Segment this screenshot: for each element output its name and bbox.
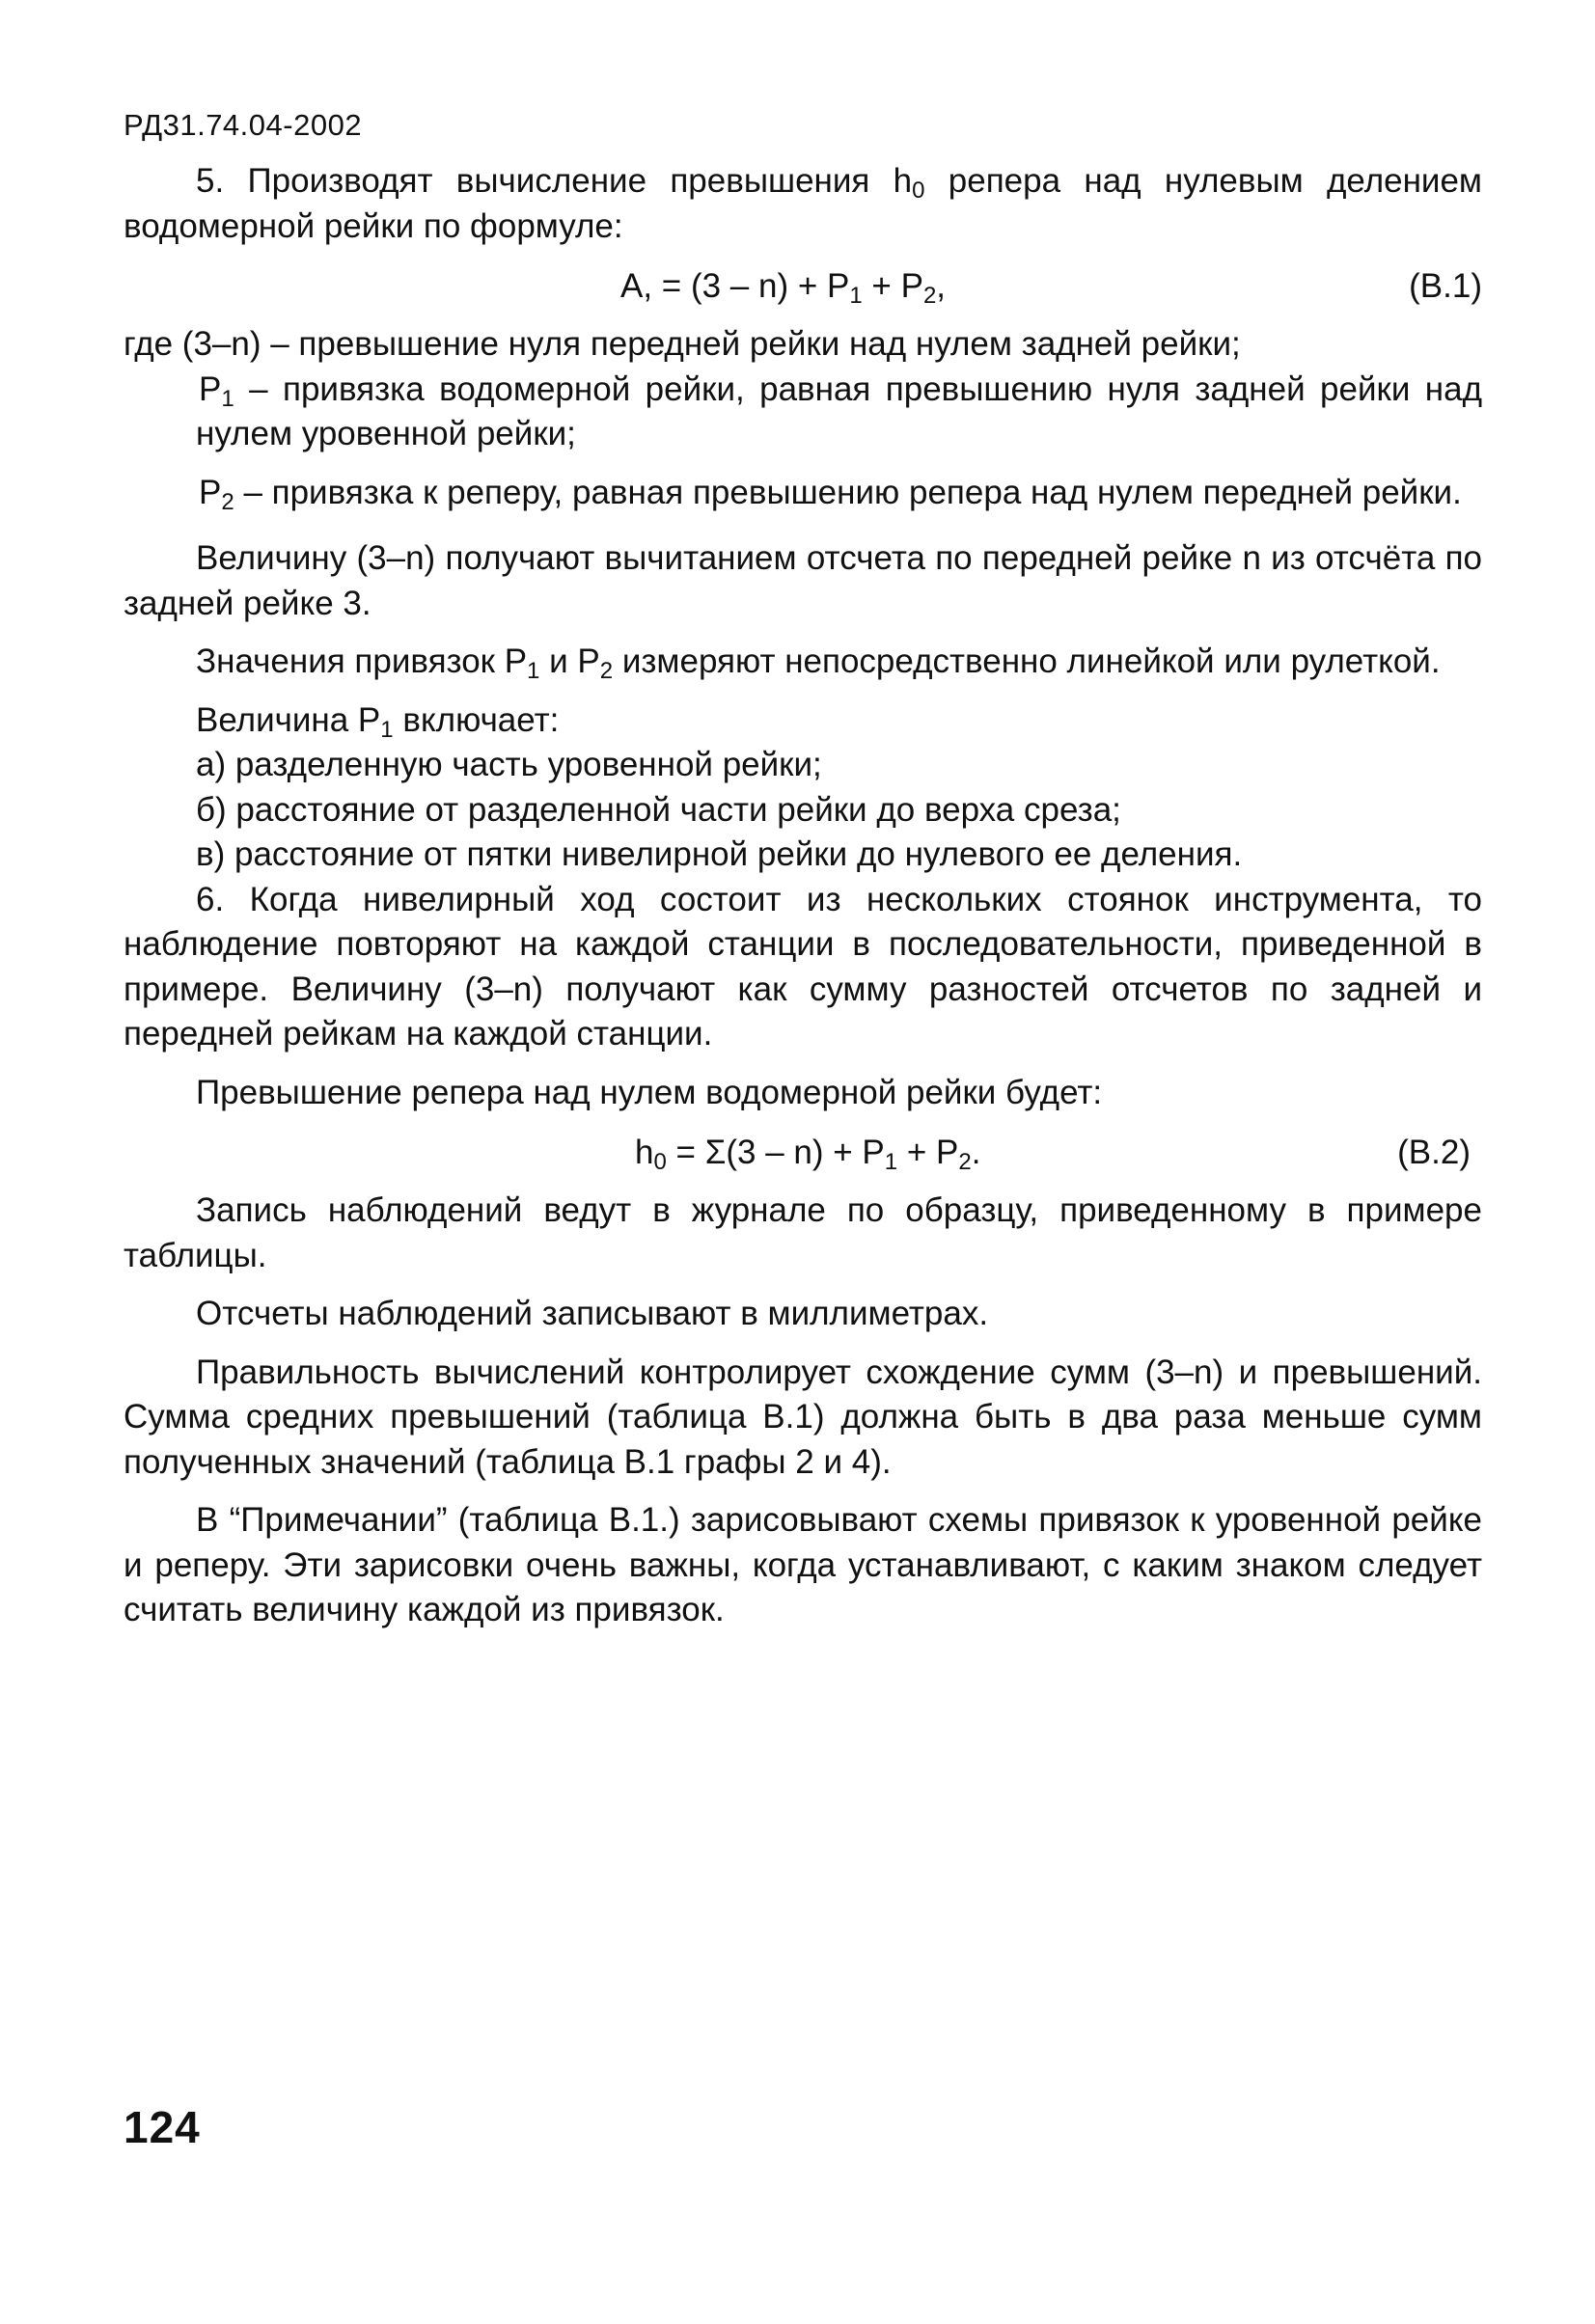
formula-part: A, = (3 – n) + P	[620, 267, 850, 305]
paragraph-value-3n: Величину (3–n) получают вычитанием отсчета по передней рейке n из отсчёта по задней рейке 3.	[124, 539, 1482, 622]
paragraph-elevation: Превышение репера над нулем водомерной рейки будет:	[196, 1073, 1103, 1111]
subscript: 1	[380, 716, 394, 743]
list-item: в) расстояние от пятки нивелирной рейки до нулевого ее деления.	[196, 835, 1243, 873]
text-run: включает:	[393, 700, 560, 739]
formula-b2	[124, 1125, 1482, 1183]
formula-part: + P	[897, 1134, 959, 1171]
symbol: P	[199, 369, 222, 408]
subscript: 2	[922, 283, 937, 309]
formula-part: + P	[862, 267, 923, 305]
symbol: P	[199, 473, 222, 511]
page-number: 124	[124, 2102, 201, 2152]
paragraph-millimeters: Отсчеты наблюдений записывают в миллиметрах.	[196, 1295, 989, 1332]
definition-p2	[124, 471, 1482, 516]
formula-part: ,	[936, 267, 947, 305]
subscript: 2	[958, 1149, 972, 1175]
formula-part: .	[971, 1134, 981, 1171]
document-code-header: РД31.74.04-2002	[124, 108, 363, 142]
text-run: измеряют непосредственно линейкой или рулеткой.	[613, 643, 1441, 680]
text-run: Значения привязок P	[196, 643, 528, 680]
paragraph-check: Правильность вычислений контролирует схождение сумм (3–n) и превышений. Сумма средних превышений (таблица В.1) должна быть в два раза меньше сумм полученных значений (таблица В.1 графы 2 и 4).	[124, 1353, 1482, 1481]
formula-expression	[635, 1131, 980, 1176]
paragraph-note: В “Примечании” (таблица В.1.) зарисовывают схемы привязок к уровенной рейке и реперу. Эти зарисовки очень важны, когда устанавливают, с каким знаком следует считать величину каждой из привязок.	[124, 1501, 1482, 1628]
list-item: б) расстояние от разделенной части рейки до верха среза;	[196, 790, 1121, 829]
definition-text: – привязка к реперу, равная превышению репера над нулем передней рейки.	[234, 473, 1462, 511]
document-body	[124, 159, 1482, 1633]
subscript: 1	[884, 1149, 898, 1175]
paragraph-5-intro	[124, 159, 1482, 249]
formula-expression	[620, 264, 946, 310]
text-run: репера над нулевым делением водомерной рейки по формуле:	[124, 162, 1482, 245]
equation-number: (B.1)	[1409, 267, 1482, 305]
paragraph-journal: Запись наблюдений ведут в журнале по образцу, приведенному в примере таблицы.	[124, 1191, 1482, 1274]
subscript: 1	[849, 283, 863, 309]
formula-part: = Σ(3 – n) + P	[666, 1134, 885, 1171]
subscript: 1	[527, 658, 540, 684]
list-item: а) разделенную часть уровенной рейки;	[196, 746, 822, 783]
text-run: и P	[539, 643, 600, 680]
where-line: где (3–n) – превышение нуля передней рейки над нулем задней рейки;	[124, 325, 1241, 363]
paragraph-bindings	[124, 640, 1482, 685]
subscript: 0	[912, 178, 925, 204]
text-run: 5. Производят вычисление превышения h	[196, 162, 913, 200]
formula-part: h	[635, 1134, 654, 1171]
subscript: 2	[221, 488, 234, 515]
paragraph-6: 6. Когда нивелирный ход состоит из нескольких стоянок инструмента, то наблюдение повторяют на каждой станции в последовательности, приведенной в примере. Величину (3–n) получают как сумму разностей отсчетов по задней и передней рейкам на каждой станции.	[124, 880, 1482, 1053]
paragraph-p1-includes	[124, 698, 1482, 744]
definition-p1	[124, 368, 1482, 457]
subscript: 1	[221, 385, 234, 412]
subscript: 2	[599, 658, 614, 684]
subscript: 0	[653, 1149, 667, 1175]
formula-b1	[124, 259, 1482, 316]
equation-number: (B.2)	[1397, 1134, 1471, 1171]
text-run: Величина P	[196, 700, 381, 739]
definition-text: – привязка водомерной рейки, равная превышению нуля задней рейки над нулем уровенной рейки;	[196, 369, 1482, 452]
